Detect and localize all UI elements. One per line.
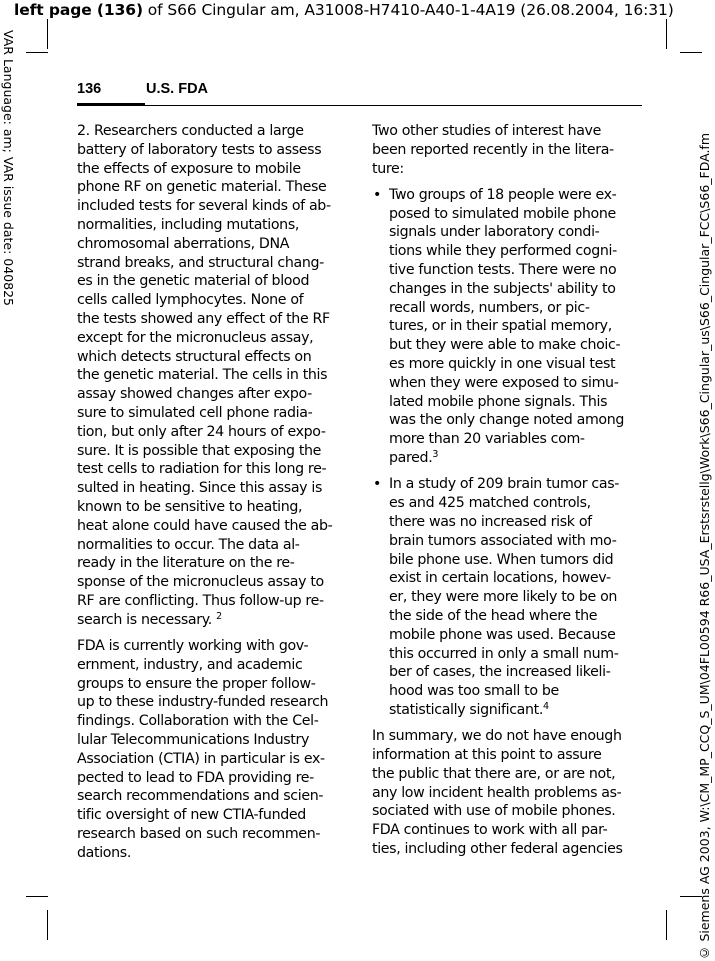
header-rule (145, 105, 642, 106)
text-line: Two other studies of interest have (372, 123, 601, 139)
paragraph-research (77, 122, 347, 630)
text-line: ready in the literature on the re- (77, 555, 295, 572)
text-line: sulted in heating. Since this assay is (77, 480, 322, 497)
text-line: phone RF on genetic material. These (77, 179, 327, 196)
text-line: tive function tests. There were no (389, 262, 617, 279)
text-line: Association (CTIA) in particular is ex- (77, 750, 325, 767)
text-line: battery of laboratory tests to assess (77, 141, 322, 158)
text-line: search recommendations and scien- (77, 788, 324, 805)
text-line: es and 425 matched controls, (389, 495, 591, 512)
text-line: ernment, industry, and academic (77, 656, 303, 673)
crop-mark (666, 910, 667, 940)
text-line: when they were exposed to simu- (389, 374, 619, 391)
file-path-text: © Siemens AG 2003, W:\CM_MP_CCQ_S_UM\04FL00594 R66_USA_Erstsrstellg\Work\S66_Cingular_us\S66_Cingular_FCC\S66_FDA.fm (697, 133, 712, 961)
text-line: sponse of the micronucleus assay to (77, 574, 324, 591)
text-line: FDA continues to work with all par- (372, 822, 608, 839)
side-note-right (696, 110, 715, 961)
left-column (77, 122, 347, 863)
text-line: ture: (372, 160, 404, 177)
crop-mark (680, 52, 702, 53)
footnote-ref: 3 (432, 449, 439, 461)
text-line: tific oversight of new CTIA-funded (77, 807, 306, 824)
text-line: groups to ensure the proper follow- (77, 675, 316, 692)
text-line: recall words, numbers, or pic- (389, 299, 590, 316)
footnote-ref: 4 (543, 700, 549, 712)
text-line: es more quickly in one visual test (389, 356, 616, 373)
print-header (14, 0, 704, 20)
bullet-marker: • (373, 186, 382, 203)
text-line: strand breaks, and structural chang- (77, 254, 324, 271)
text-line: assay showed changes after expo- (77, 386, 312, 403)
text-line: more than 20 variables com- (389, 431, 585, 448)
var-language-text: VAR Language: am; VAR issue date: 040825 (1, 30, 16, 306)
text-line-last (77, 611, 347, 630)
text-line: known to be sensitive to heating, (77, 498, 303, 515)
text-line: Two groups of 18 people were ex- (389, 186, 617, 203)
text-line: but they were able to make choic- (389, 337, 621, 354)
text-line: the genetic material. The cells in this (77, 367, 328, 384)
text-line: there was no increased risk of (389, 513, 592, 530)
text-line: normalities to occur. The data al- (77, 536, 300, 553)
text-line: bile phone use. When tumors did (389, 551, 614, 568)
text-line: In a study of 209 brain tumor cas- (389, 476, 620, 493)
text-line: tion, but only after 24 hours of expo- (77, 423, 326, 440)
text-line: es in the genetic material of blood (77, 273, 310, 290)
text-line: er, they were more likely to be on (389, 589, 618, 606)
bullet-item-brain-tumor-study (372, 475, 643, 719)
text-line: information at this point to assure (372, 747, 602, 763)
crop-mark (26, 52, 48, 53)
text-line-last (389, 701, 643, 720)
paragraph-summary (372, 727, 643, 859)
text-line: included tests for several kinds of ab- (77, 198, 331, 215)
text-line: ties, including other federal agencies (372, 840, 623, 857)
right-column (372, 122, 643, 859)
text-line: was the only change noted among (389, 412, 625, 429)
text-line: sure to simulated cell phone radia- (77, 404, 313, 421)
text-line: chromosomal aberrations, DNA (77, 235, 290, 252)
text-line: pected to lead to FDA providing re- (77, 769, 314, 786)
page-title: U.S. FDA (146, 81, 209, 97)
paragraph-fda-collaboration (77, 637, 347, 863)
text-fragment: statistically significant. (389, 701, 544, 718)
text-line-last (389, 449, 643, 468)
print-header-page: left page (136) (14, 1, 143, 19)
text-line: brain tumors associated with mo- (389, 532, 617, 549)
text-line: lated mobile phone signals. This (389, 393, 608, 410)
text-line: normalities, including mutations, (77, 216, 300, 233)
text-line: mobile phone was used. Because (389, 626, 616, 643)
header-rule-thick (77, 103, 145, 106)
print-header-details: of S66 Cingular am, A31008-H7410-A40-1-4A19 (26.08.2004, 16:31) (142, 1, 674, 19)
text-fragment: search is necessary. (77, 611, 217, 628)
text-line: findings. Collaboration with the Cel- (77, 713, 319, 730)
text-line: the tests showed any effect of the RF (77, 310, 330, 327)
text-line: signals under laboratory condi- (389, 224, 600, 241)
text-line: ber of cases, the increased likeli- (389, 664, 611, 681)
text-line: the side of the head where the (389, 607, 598, 624)
text-line: exist in certain locations, howev- (389, 570, 611, 587)
text-line: except for the micronucleus assay, (77, 329, 314, 346)
text-line: research based on such recommen- (77, 825, 321, 842)
text-line: dations. (77, 844, 131, 861)
text-line: the public that there are, or are not, (372, 765, 616, 782)
text-fragment: pared. (389, 450, 433, 467)
text-line: test cells to radiation for this long re- (77, 461, 327, 478)
text-line: up to these industry-funded research (77, 694, 329, 711)
bullet-item-cognitive-study (372, 186, 643, 468)
text-line: been reported recently in the litera- (372, 141, 614, 158)
text-line: FDA is currently working with gov- (77, 638, 309, 655)
side-note-left (0, 30, 18, 350)
text-line: lular Telecommunications Industry (77, 732, 309, 748)
text-line: heat alone could have caused the ab- (77, 517, 333, 534)
text-line: which detects structural effects on (77, 348, 312, 365)
text-line: tures, or in their spatial memory, (389, 318, 612, 335)
page-number: 136 (77, 81, 102, 97)
text-line: In summary, we do not have enough (372, 728, 622, 745)
crop-mark (47, 910, 48, 940)
crop-mark (666, 19, 667, 49)
text-line: the effects of exposure to mobile (77, 160, 301, 177)
text-line: sure. It is possible that exposing the (77, 442, 322, 459)
text-line: posed to simulated mobile phone (389, 205, 616, 222)
crop-mark (26, 896, 48, 897)
paragraph-intro (372, 122, 643, 178)
footnote-ref: 2 (216, 610, 222, 622)
text-line: sociated with use of mobile phones. (372, 803, 616, 820)
text-line: 2. Researchers conducted a large (77, 123, 304, 139)
text-line: this occurred in only a small num- (389, 645, 619, 662)
text-line: tions while they performed cogni- (389, 243, 617, 260)
text-line: hood was too small to be (389, 683, 559, 700)
bullet-marker: • (373, 476, 382, 493)
text-line: any low incident health problems as- (372, 784, 622, 801)
text-line: changes in the subjects' ability to (389, 280, 616, 297)
text-line: RF are conflicting. Thus follow-up re- (77, 592, 324, 609)
text-line: cells called lymphocytes. None of (77, 292, 304, 309)
crop-mark (47, 19, 48, 49)
